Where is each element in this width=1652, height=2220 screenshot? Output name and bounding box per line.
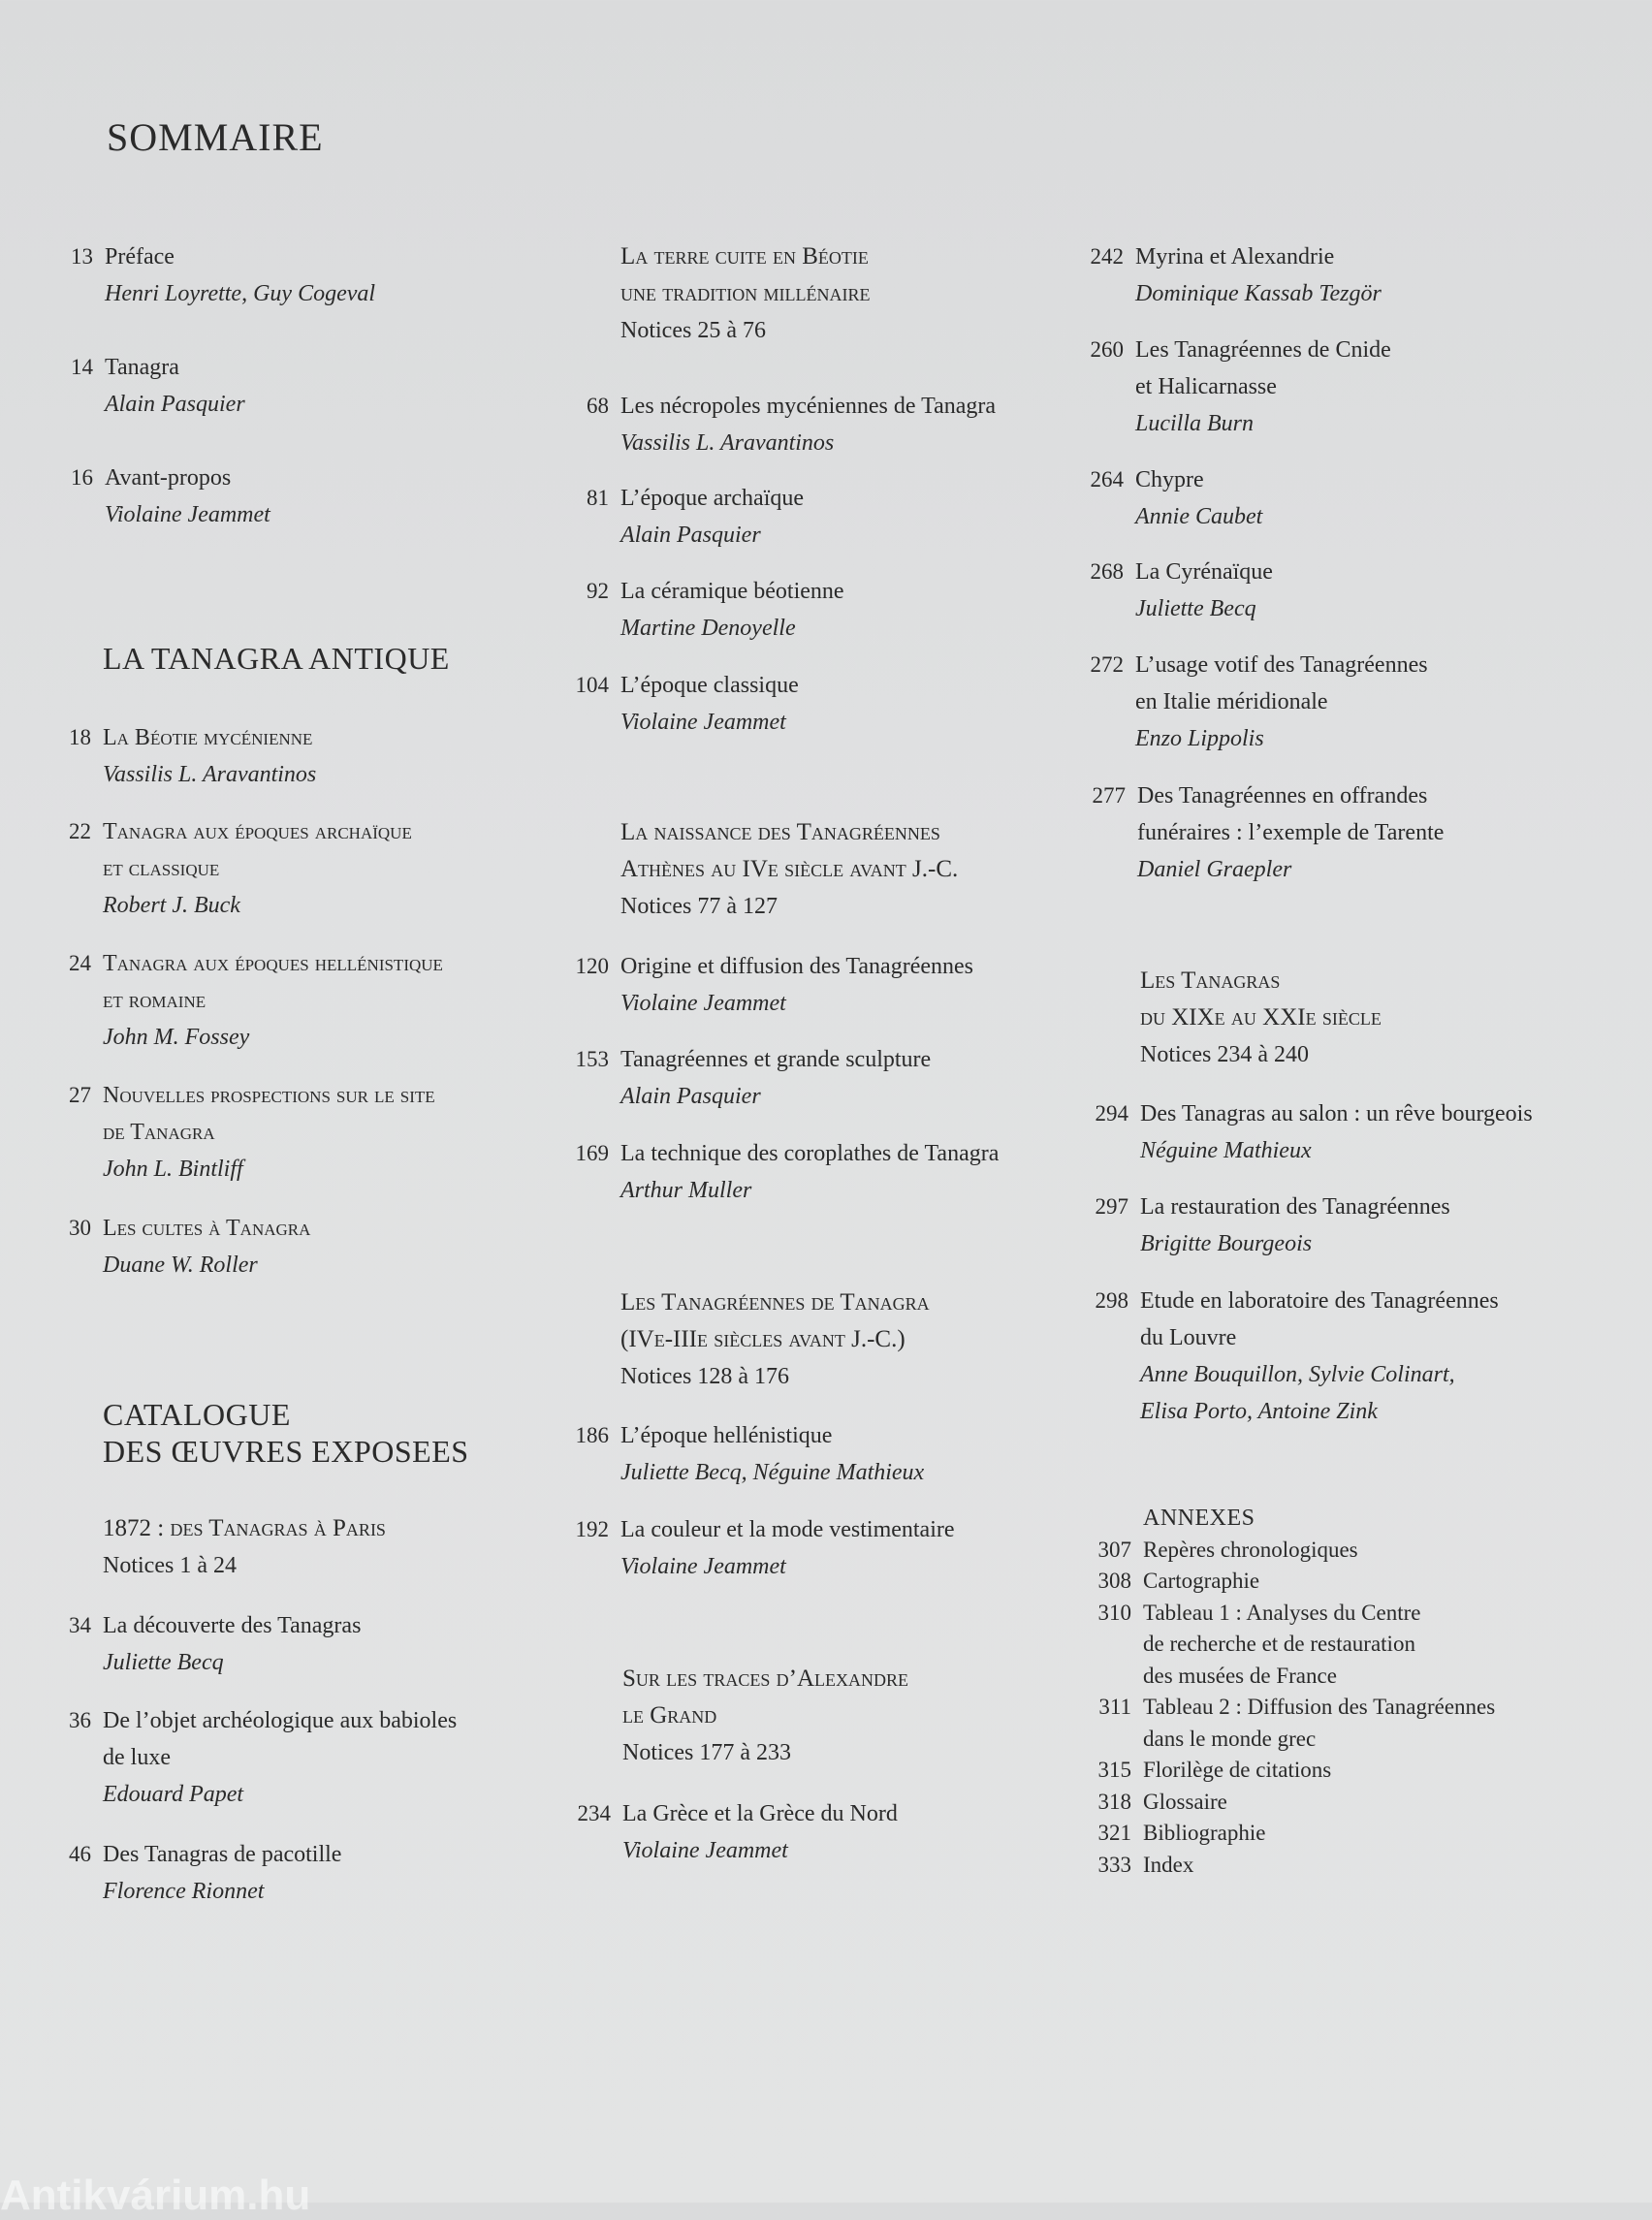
entry-title: La découverte des Tanagras	[103, 1613, 362, 1638]
annex-item[interactable]	[1097, 1818, 1495, 1850]
entry-author: Violaine Jeammet	[105, 502, 270, 527]
entry-title: Des Tanagréennes en offrandes	[1137, 783, 1428, 809]
toc-entry[interactable]	[69, 1702, 458, 1813]
group-title-cont: le Grand	[622, 1702, 717, 1728]
entry-author: Robert J. Buck	[103, 893, 240, 918]
toc-entry[interactable]	[69, 945, 443, 1056]
entry-title: La restauration des Tanagréennes	[1140, 1194, 1450, 1220]
annex-title-cont: des musées de France	[1143, 1663, 1337, 1688]
page-number: 104	[575, 673, 609, 697]
page-number: 321	[1097, 1821, 1131, 1845]
page-number: 318	[1097, 1789, 1131, 1814]
entry-title: Tanagra aux époques archaïque	[103, 819, 412, 844]
entry-title: Les nécropoles mycéniennes de Tanagra	[620, 394, 997, 419]
toc-entry[interactable]	[575, 1511, 955, 1585]
catalogue-group	[1140, 963, 1382, 1073]
toc-entry[interactable]	[69, 1077, 435, 1188]
entry-title: La technique des coroplathes de Tanagra	[620, 1141, 1000, 1166]
entry-author: Alain Pasquier	[620, 1084, 761, 1109]
watermark: Antikvárium.hu	[0, 2172, 311, 2219]
entry-title: La Grèce et la Grèce du Nord	[622, 1801, 898, 1826]
page-number: 315	[1097, 1758, 1131, 1782]
catalogue-group	[620, 238, 870, 349]
page-number: 307	[1097, 1537, 1131, 1562]
annex-title-cont: de recherche et de restauration	[1143, 1632, 1415, 1656]
entry-author: Brigitte Bourgeois	[1140, 1231, 1313, 1256]
page-title: SOMMAIRE	[107, 115, 324, 159]
page-number: 272	[1090, 652, 1124, 677]
catalogue-group	[620, 1284, 930, 1395]
catalogue-group	[620, 814, 958, 925]
entry-author: Alain Pasquier	[620, 523, 761, 548]
annex-item[interactable]	[1097, 1566, 1495, 1598]
page-number: 14	[71, 355, 93, 379]
group-title-cont: une tradition millénaire	[620, 280, 871, 306]
group-notices: Notices 128 à 176	[620, 1364, 789, 1389]
page-number: 298	[1095, 1288, 1128, 1313]
entry-title: La couleur et la mode vestimentaire	[620, 1517, 955, 1542]
page-number: 186	[575, 1423, 609, 1447]
entry-author: Duane W. Roller	[103, 1253, 258, 1278]
entry-author: Violaine Jeammet	[620, 1554, 786, 1579]
page-number: 13	[71, 244, 93, 269]
section-heading-line: DES ŒUVRES EXPOSEES	[103, 1434, 469, 1469]
entry-title: La Cyrénaïque	[1135, 559, 1273, 585]
entry-title: L’époque hellénistique	[620, 1423, 833, 1448]
entry-author: Alain Pasquier	[105, 392, 245, 417]
entry-title-cont: du Louvre	[1140, 1325, 1237, 1350]
entry-author: Enzo Lippolis	[1135, 726, 1264, 751]
entry-title-cont: funéraires : l’exemple de Tarente	[1137, 820, 1445, 845]
toc-entry[interactable]	[575, 667, 799, 741]
annex-item[interactable]	[1097, 1850, 1495, 1882]
entry-author: Violaine Jeammet	[622, 1838, 788, 1863]
page-number: 36	[69, 1708, 91, 1732]
entry-title: Des Tanagras au salon : un rêve bourgeois	[1140, 1101, 1533, 1126]
entry-author: Violaine Jeammet	[620, 991, 786, 1016]
group-notices: Notices 77 à 127	[620, 894, 778, 919]
group-title-cont: (IVe-IIIe siècles avant J.-C.)	[620, 1326, 905, 1352]
entry-author: John M. Fossey	[103, 1025, 250, 1050]
annex-title: Tableau 1 : Analyses du Centre	[1143, 1600, 1421, 1625]
entry-title: L’usage votif des Tanagréennes	[1135, 652, 1428, 678]
annex-title: Glossaire	[1143, 1789, 1227, 1814]
entry-title: Chypre	[1135, 467, 1204, 492]
group-title: La naissance des Tanagréennes	[620, 819, 940, 845]
toc-entry[interactable]	[1090, 332, 1391, 442]
entry-author: Juliette Becq, Néguine Mathieux	[620, 1460, 925, 1485]
entry-title-cont: de Tanagra	[103, 1120, 215, 1145]
entry-title: Préface	[105, 244, 175, 270]
page-number: 27	[69, 1083, 91, 1107]
annex-item[interactable]	[1097, 1598, 1495, 1693]
section-heading: LA TANAGRA ANTIQUE	[103, 641, 450, 676]
entry-author: Annie Caubet	[1135, 504, 1263, 529]
entry-author: Dominique Kassab Tezgör	[1135, 281, 1382, 306]
page-number: 294	[1095, 1101, 1128, 1126]
entry-author: Néguine Mathieux	[1140, 1138, 1312, 1163]
group-notices: Notices 25 à 76	[620, 318, 766, 343]
group-title-cont: Athènes au IVe siècle avant J.-C.	[620, 856, 959, 882]
section-heading-line: CATALOGUE	[103, 1397, 291, 1432]
entry-title: Les cultes à Tanagra	[103, 1216, 311, 1241]
toc-entry[interactable]	[587, 388, 997, 461]
page-number: 264	[1090, 467, 1124, 492]
page-number: 310	[1097, 1600, 1131, 1625]
annex-title: Repères chronologiques	[1143, 1537, 1358, 1562]
page-number: 268	[1090, 559, 1124, 584]
entry-title-cont: en Italie méridionale	[1135, 689, 1328, 714]
page-number: 24	[69, 951, 91, 975]
toc-entry[interactable]	[69, 1210, 311, 1284]
page-number: 311	[1098, 1695, 1131, 1719]
entry-title: L’époque archaïque	[620, 486, 805, 511]
entry-author: Daniel Graepler	[1137, 857, 1292, 882]
toc-entry[interactable]	[71, 349, 245, 423]
entry-author: Lucilla Burn	[1135, 411, 1255, 436]
group-notices: Notices 1 à 24	[103, 1553, 237, 1578]
toc-entry[interactable]	[1095, 1189, 1450, 1262]
entry-title: Avant-propos	[105, 465, 232, 491]
annexes-heading: ANNEXES	[1143, 1506, 1255, 1531]
entry-title-cont: de luxe	[103, 1745, 171, 1770]
entry-title: La céramique béotienne	[620, 579, 844, 604]
toc-entry[interactable]	[69, 1607, 362, 1681]
toc-entry[interactable]	[1092, 777, 1445, 888]
entry-title-cont: et Halicarnasse	[1135, 374, 1277, 399]
page-number: 18	[69, 725, 91, 749]
annex-title: Tableau 2 : Diffusion des Tanagréennes	[1143, 1695, 1496, 1719]
page-number: 92	[587, 579, 609, 603]
entry-title-cont: et classique	[103, 856, 220, 881]
entry-title: L’époque classique	[620, 673, 799, 698]
entry-author: Anne Bouquillon, Sylvie Colinart,	[1140, 1362, 1455, 1387]
page-number: 16	[71, 465, 93, 490]
page-number: 22	[69, 819, 91, 843]
page-number: 169	[575, 1141, 609, 1165]
entry-author: Florence Rionnet	[103, 1879, 265, 1904]
toc-entry[interactable]	[587, 573, 844, 647]
annex-item[interactable]	[1097, 1535, 1495, 1567]
toc-entry[interactable]	[71, 460, 270, 533]
toc-entry[interactable]	[71, 238, 376, 312]
entry-author: John L. Bintliff	[103, 1157, 243, 1182]
entry-author: Juliette Becq	[1135, 596, 1256, 621]
toc-entry[interactable]	[1090, 238, 1382, 312]
group-title: La terre cuite en Béotie	[620, 243, 869, 270]
section-heading	[103, 1396, 469, 1470]
toc-entry[interactable]	[1090, 461, 1263, 535]
entry-title: Tanagra aux époques hellénistique	[103, 951, 443, 976]
page-number: 297	[1095, 1194, 1128, 1219]
group-title: Les Tanagréennes de Tanagra	[620, 1289, 930, 1316]
toc-entry[interactable]	[1095, 1283, 1499, 1430]
entry-author: Edouard Papet	[103, 1782, 244, 1807]
entry-title: La Béotie mycénienne	[103, 725, 313, 750]
annex-title: Bibliographie	[1143, 1821, 1266, 1845]
entry-title: Les Tanagréennes de Cnide	[1135, 337, 1391, 363]
annexes-list	[1097, 1503, 1496, 1881]
page-number: 120	[575, 954, 609, 978]
entry-author: Martine Denoyelle	[620, 616, 796, 641]
toc-entry[interactable]	[69, 1836, 342, 1910]
entry-author: Juliette Becq	[103, 1650, 224, 1675]
entry-title: Myrina et Alexandrie	[1135, 244, 1335, 270]
page-number: 333	[1097, 1852, 1131, 1877]
toc-entry[interactable]	[69, 813, 412, 924]
entry-author: Henri Loyrette, Guy Cogeval	[105, 281, 376, 306]
page-number: 192	[575, 1517, 609, 1541]
page-number: 81	[587, 486, 609, 510]
annex-title: Florilège de citations	[1143, 1758, 1332, 1782]
page-number: 30	[69, 1216, 91, 1240]
group-title: Sur les traces d’Alexandre	[622, 1665, 909, 1692]
toc-entry[interactable]	[69, 719, 317, 793]
entry-author: Violaine Jeammet	[620, 710, 786, 735]
entry-title: Tanagréennes et grande sculpture	[620, 1047, 932, 1072]
toc-entry[interactable]	[587, 480, 805, 554]
page-number: 277	[1092, 783, 1126, 808]
catalogue-group	[103, 1510, 386, 1584]
catalogue-group	[622, 1661, 908, 1771]
annex-item[interactable]	[1097, 1787, 1495, 1819]
page-number: 46	[69, 1842, 91, 1866]
group-notices: Notices 234 à 240	[1140, 1042, 1309, 1067]
page-number: 34	[69, 1613, 91, 1637]
entry-title-cont: et romaine	[103, 988, 206, 1013]
entry-title: Tanagra	[105, 355, 179, 380]
toc-entry[interactable]	[575, 1041, 932, 1115]
annex-item[interactable]	[1098, 1692, 1496, 1755]
entry-author: Arthur Muller	[620, 1178, 752, 1203]
annex-title-cont: dans le monde grec	[1143, 1726, 1317, 1751]
annex-title: Cartographie	[1143, 1569, 1260, 1593]
group-title: 1872 : des Tanagras à Paris	[103, 1515, 386, 1541]
entry-title: Nouvelles prospections sur le site	[103, 1083, 435, 1108]
page-number: 234	[577, 1801, 611, 1825]
annex-title: Index	[1143, 1852, 1194, 1877]
entry-title: De l’objet archéologique aux babioles	[103, 1708, 458, 1733]
group-notices: Notices 177 à 233	[622, 1740, 791, 1765]
toc-entry[interactable]	[1095, 1095, 1533, 1169]
group-title: Les Tanagras	[1140, 967, 1281, 994]
toc-entry[interactable]	[577, 1795, 898, 1869]
page-number: 153	[575, 1047, 609, 1071]
entry-title: Des Tanagras de pacotille	[103, 1842, 342, 1867]
page-number: 308	[1097, 1569, 1131, 1593]
group-title-cont: du XIXe au XXIe siècle	[1140, 1004, 1382, 1031]
annex-item[interactable]	[1097, 1755, 1495, 1787]
entry-author: Vassilis L. Aravantinos	[103, 762, 317, 787]
toc-entry[interactable]	[575, 1135, 1000, 1209]
entry-title: Etude en laboratoire des Tanagréennes	[1140, 1288, 1499, 1314]
toc-entry[interactable]	[575, 948, 973, 1022]
entry-author-cont: Elisa Porto, Antoine Zink	[1140, 1399, 1378, 1424]
page-number: 68	[587, 394, 609, 418]
page-number: 260	[1090, 337, 1124, 362]
page-number: 242	[1090, 244, 1124, 269]
toc-entry[interactable]	[1090, 554, 1273, 627]
toc-entry[interactable]	[575, 1417, 925, 1491]
entry-author: Vassilis L. Aravantinos	[620, 430, 835, 456]
toc-entry[interactable]	[1090, 647, 1428, 757]
entry-title: Origine et diffusion des Tanagréennes	[620, 954, 973, 979]
